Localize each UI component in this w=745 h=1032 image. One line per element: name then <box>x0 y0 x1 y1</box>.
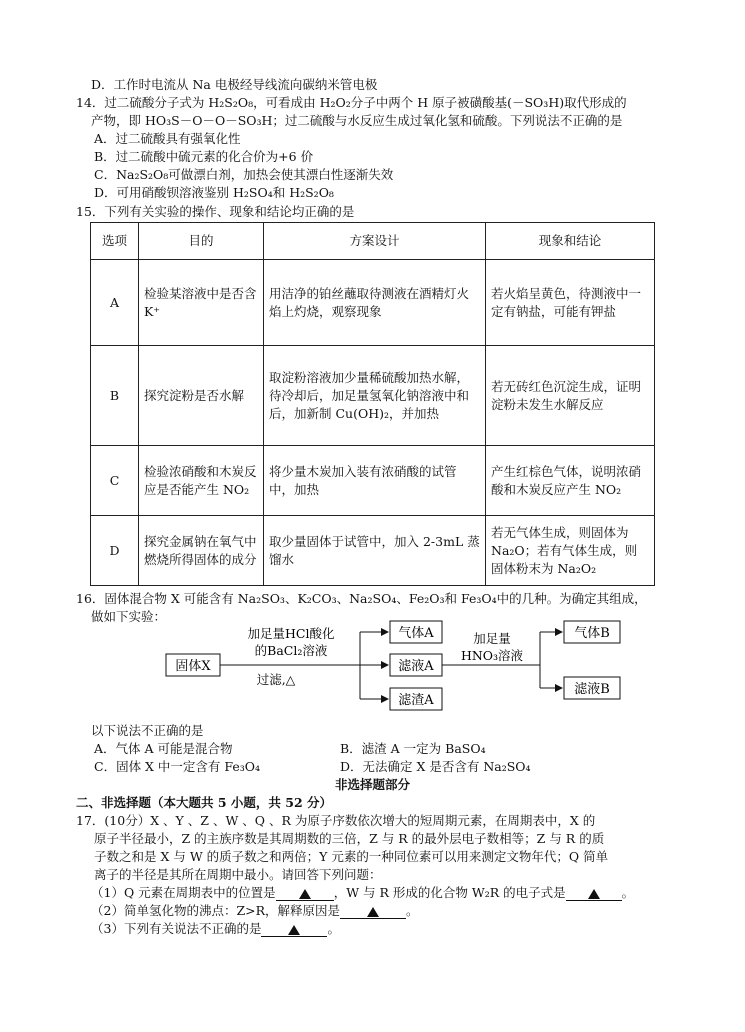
label-gas-b: 气体B <box>574 626 610 641</box>
q17-sub1-text-b: ，W 与 R 形成的化合物 W₂R 的电子式是 <box>333 885 566 900</box>
table-header-row <box>91 223 655 260</box>
row-plan: 用洁净的铂丝蘸取待测液在酒精灯火焰上灼烧，观察现象 <box>264 260 486 346</box>
row-aim: 检验某溶液中是否含 K⁺ <box>139 260 264 346</box>
answer-blank[interactable] <box>340 904 406 919</box>
q17-sub3-text-a: （3）下列有关说法不正确的是 <box>91 921 262 936</box>
q13-option-d: D．工作时电流从 Na 电极经导线流向碳纳米管电极 <box>91 77 378 92</box>
header-result: 现象和结论 <box>486 223 655 260</box>
row-plan: 取少量固体于试管中，加入 2-3mL 蒸馏水 <box>264 516 486 586</box>
label-solid-x: 固体X <box>175 659 211 674</box>
header-plan: 方案设计 <box>264 223 486 260</box>
answer-blank[interactable] <box>261 922 327 937</box>
answer-blank[interactable] <box>276 886 334 901</box>
q16-flow-diagram <box>0 618 745 718</box>
q17-sub2 <box>91 902 419 920</box>
q14-option-b: B．过二硫酸中硫元素的化合价为+6 价 <box>94 149 314 164</box>
part-title: 非选择题部分 <box>334 777 410 792</box>
q14-option-c: C．Na₂S₂O₈可做漂白剂，加热会使其漂白性逐渐失效 <box>94 167 394 182</box>
row-result: 若无砖红色沉淀生成，证明淀粉未发生水解反应 <box>486 346 655 446</box>
label-filtrate-b: 滤液B <box>574 682 610 697</box>
q17-line2: 原子半径最小，Z 的主族序数是其周期数的三倍，Z 与 R 的最外层电子数相等；Z 与 R 的质 <box>94 831 605 846</box>
row-option: D <box>91 516 139 586</box>
section-title: 二、非选择题（本大题共 5 小题，共 52 分） <box>76 795 333 810</box>
triangle-icon <box>288 925 300 935</box>
label-reagent1-line2: 的BaCl₂溶液 <box>254 643 328 658</box>
label-filtrate-a: 滤液A <box>398 659 434 674</box>
q16-stem-line2: 做如下实验： <box>91 609 167 624</box>
row-plan: 取淀粉溶液加少量稀硫酸加热水解，待冷却后，加足量氢氧化钠溶液中和后，加新制 Cu(OH)₂，并加热 <box>264 346 486 446</box>
q17-sub1 <box>91 884 634 902</box>
row-option: B <box>91 346 139 446</box>
row-aim: 检验浓硝酸和木炭反应是否能产生 NO₂ <box>139 446 264 516</box>
label-reagent1-line1: 加足量HCl酸化 <box>247 626 335 641</box>
q16-option-d: D．无法确定 X 是否含有 Na₂SO₄ <box>340 759 531 774</box>
q17-line4: 离子的半径是其所在周期中最小。请回答下列问题： <box>94 867 382 882</box>
q14-option-a: A．过二硫酸具有强氧化性 <box>94 131 241 146</box>
label-gas-a: 气体A <box>398 626 434 641</box>
table-row <box>91 260 655 346</box>
q17-line1: 17．(10分）X 、Y 、Z 、W 、Q 、R 为原子序数依次增大的短周期元素，在周期表中，X 的 <box>76 813 596 828</box>
q14-option-d: D．可用硝酸钡溶液鉴别 H₂SO₄和 H₂S₂O₈ <box>94 185 334 200</box>
q16-stem-line1: 16．固体混合物 X 可能含有 Na₂SO₃、K₂CO₃、Na₂SO₄、Fe₂O₃和 Fe₃O₄中的几种。为确定其组成， <box>76 591 647 606</box>
table-row <box>91 346 655 446</box>
q17-sub2-text-b: 。 <box>406 903 419 918</box>
row-option: A <box>91 260 139 346</box>
label-residue-a: 滤渣A <box>398 693 434 708</box>
q16-option-c: C．固体 X 中一定含有 Fe₃O₄ <box>94 759 261 774</box>
table-row <box>91 516 655 586</box>
row-result: 产生红棕色气体，说明浓硝酸和木炭反应产生 NO₂ <box>486 446 655 516</box>
triangle-icon <box>367 907 379 917</box>
row-result: 若火焰呈黄色，待测液中一定有钠盐，可能有钾盐 <box>486 260 655 346</box>
triangle-icon <box>588 889 600 899</box>
row-aim: 探究金属钠在氧气中燃烧所得固体的成分 <box>139 516 264 586</box>
q16-option-a: A．气体 A 可能是混合物 <box>94 741 233 756</box>
label-reagent2-line1: 加足量 <box>473 631 511 646</box>
row-plan: 将少量木炭加入装有浓硝酸的试管中，加热 <box>264 446 486 516</box>
answer-blank[interactable] <box>566 886 622 901</box>
header-option: 选项 <box>91 223 139 260</box>
q14-stem-line1: 14．过二硫酸分子式为 H₂S₂O₈，可看成由 H₂O₂分子中两个 H 原子被磺酸基(－SO₃H)取代形成的 <box>76 95 627 110</box>
label-condition1: 过滤,△ <box>256 672 296 687</box>
q17-line3: 子数之和是 X 与 W 的质子数之和两倍；Y 元素的一种同位素可以用来测定文物年代；Q 简单 <box>94 849 609 864</box>
q14-stem-line2: 产物，即 HO₃S－O－O－SO₃H；过二硫酸与水反应生成过氧化氢和硫酸。下列说法不正确的是 <box>91 113 623 128</box>
label-reagent2-line2: HNO₃溶液 <box>460 648 524 663</box>
q16-question: 以下说法不正确的是 <box>91 723 204 738</box>
table-row <box>91 446 655 516</box>
q17-sub3-text-b: 。 <box>327 921 340 936</box>
row-option: C <box>91 446 139 516</box>
q15-table <box>90 222 655 586</box>
q15-stem: 15．下列有关实验的操作、现象和结论均正确的是 <box>76 204 355 219</box>
row-result: 若无气体生成，则固体为 Na₂O；若有气体生成，则固体粉末为 Na₂O₂ <box>486 516 655 586</box>
q17-sub1-text-c: 。 <box>621 885 635 900</box>
triangle-icon <box>299 889 311 899</box>
q17-sub3 <box>91 920 340 938</box>
q17-sub1-text-a: （1）Q 元素在周期表中的位置是 <box>91 885 276 900</box>
q16-option-b: B．滤渣 A 一定为 BaSO₄ <box>340 741 486 756</box>
row-aim: 探究淀粉是否水解 <box>139 346 264 446</box>
header-aim: 目的 <box>139 223 264 260</box>
q17-sub2-text-a: （2）简单氢化物的沸点：Z>R，解释原因是 <box>91 903 341 918</box>
